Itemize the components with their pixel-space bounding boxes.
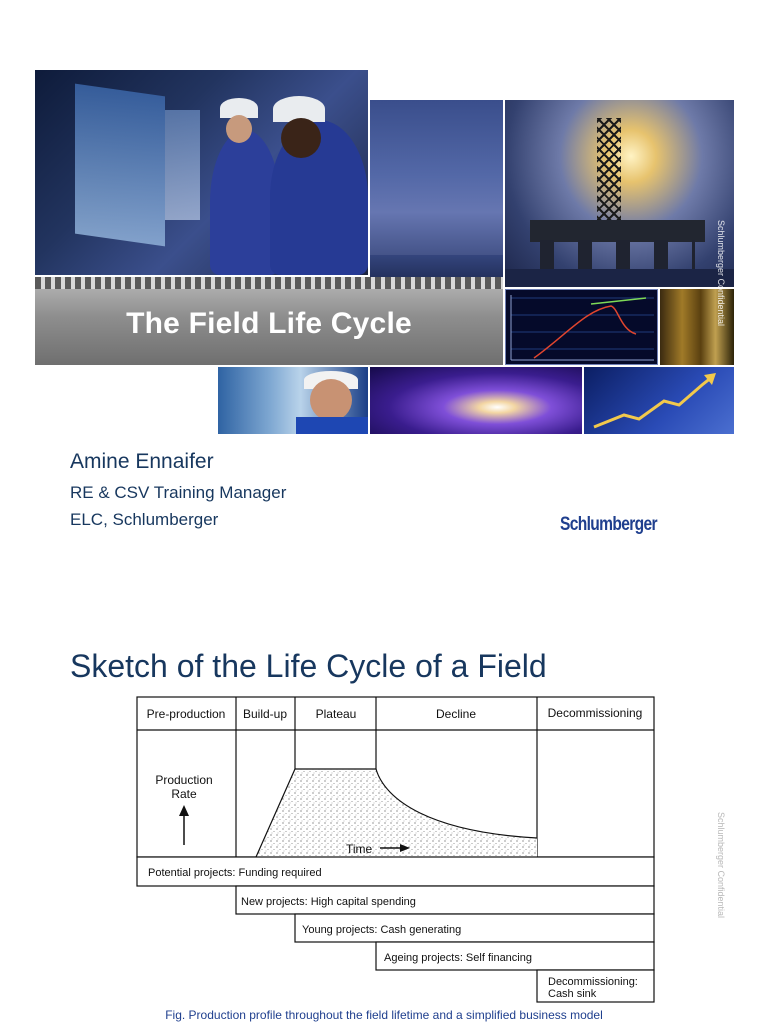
phase-label-decommissioning: Decommissioning: [547, 706, 643, 720]
figure-caption: Fig. Production profile throughout the field lifetime and a simplified business model: [165, 1008, 603, 1022]
schlumberger-logo: Schlumberger: [560, 514, 657, 535]
author-name: Amine Ennaifer: [70, 450, 214, 473]
confidential-watermark: Schlumberger Confidential: [716, 812, 726, 919]
x-axis-label: Time: [346, 842, 373, 856]
project-stage-label-line2: Cash sink: [548, 988, 597, 1000]
phase-label-pre-production: Pre-production: [146, 707, 226, 721]
y-axis-label-line1: Production: [155, 773, 213, 787]
project-stage-label: Young projects: Cash generating: [302, 924, 462, 936]
slide-title: Sketch of the Life Cycle of a Field: [70, 648, 547, 684]
phase-label-plateau: Plateau: [315, 707, 357, 721]
project-stage-label: Potential projects: Funding required: [148, 867, 322, 879]
production-profile-area: [256, 769, 537, 857]
project-stage-label: New projects: High capital spending: [241, 896, 416, 908]
author-role: RE & CSV Training Manager: [70, 483, 287, 502]
presentation-title: The Field Life Cycle: [126, 307, 412, 340]
author-organization: ELC, Schlumberger: [70, 510, 219, 529]
project-stage-label-line1: Decommissioning:: [548, 976, 638, 988]
y-axis-arrowhead: [179, 805, 189, 816]
phase-label-decline: Decline: [435, 707, 477, 721]
project-stage-label: Ageing projects: Self financing: [384, 952, 532, 964]
phase-label-build-up: Build-up: [242, 707, 288, 721]
confidential-watermark: Schlumberger Confidential: [716, 220, 726, 327]
y-axis-label-line2: Rate: [171, 787, 197, 801]
